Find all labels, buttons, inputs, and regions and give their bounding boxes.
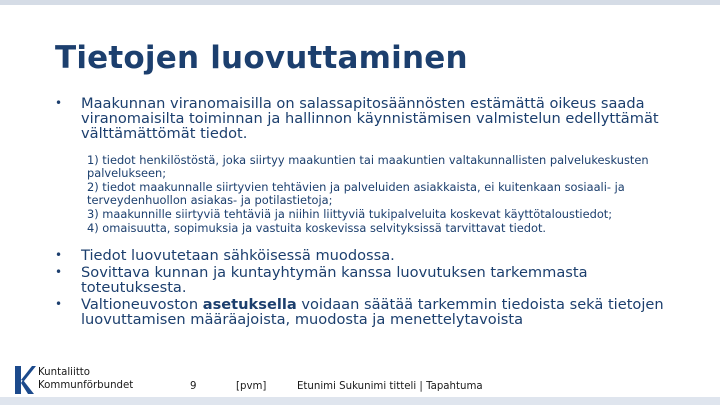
logo-text [38, 367, 133, 392]
intro-text: Maakunnan viranomaisilla on salassapitosäännösten estämättä oikeus saada viranomaisilta toiminnan ja hallinnon käynnistämisen valmistelun edellyttämät välttämättömät tiedot. [81, 95, 659, 142]
bullet-item [55, 248, 695, 263]
bullet-dot: • [55, 96, 63, 110]
bold-term: asetuksella [202, 296, 297, 314]
bullet-item [55, 265, 695, 295]
bullet-text: Tiedot luovutetaan sähköisessä muodossa. [81, 247, 395, 265]
list-item: 3) maakunnille siirtyviä tehtäviä ja niihin liittyviä tukipalveluita koskevat käyttötaloustiedot; [87, 207, 613, 222]
bullet-text [81, 296, 664, 328]
top-divider [0, 0, 720, 5]
presenter-info: Etunimi Sukunimi titteli | Tapahtuma [297, 381, 483, 392]
list-item: 2) tiedot maakunnalle siirtyvien tehtävien ja palveluiden asiakkaista, ei kuitenkaan sosiaali- ja terveydenhuollon asiakas- ja potilastietoja; [87, 180, 625, 207]
intro-bullet [55, 96, 695, 141]
kuntaliitto-logo [14, 364, 144, 396]
bullet-dot: • [55, 248, 63, 263]
slide-title: Tietojen luovuttaminen [55, 40, 468, 76]
logo-line: Kuntaliitto [38, 367, 91, 378]
date-placeholder: [pvm] [236, 381, 267, 392]
bullet-text: Sovittava kunnan ja kuntayhtymän kanssa luovutuksen tarkemmasta toteutuksesta. [81, 264, 588, 297]
bullet-dot: • [55, 297, 63, 312]
bottom-bar [0, 397, 720, 405]
logo-line: Kommunförbundet [38, 379, 134, 391]
bullet-list [55, 248, 695, 327]
bullet-text-part: Valtioneuvoston [81, 296, 203, 314]
bullet-dot: • [55, 265, 63, 280]
bullet-item [55, 297, 695, 327]
slide-body [55, 96, 695, 329]
list-item: 4) omaisuutta, sopimuksia ja vastuita koskevissa selvityksissä tarvittavat tiedot. [87, 221, 547, 236]
page-number: 9 [190, 381, 197, 392]
kuntaliitto-k-logo-icon [14, 364, 36, 396]
bullet-text-part: voidaan säätää tarkemmin tiedoista sekä tietojen luovuttamisen määräajoista, muodosta ja menettelytavoista [81, 296, 664, 329]
numbered-list [87, 154, 695, 235]
list-item: 1) tiedot henkilöstöstä, joka siirtyy maakuntien tai maakuntien valtakunnallisten palvelukeskusten palvelukseen; [87, 153, 649, 180]
